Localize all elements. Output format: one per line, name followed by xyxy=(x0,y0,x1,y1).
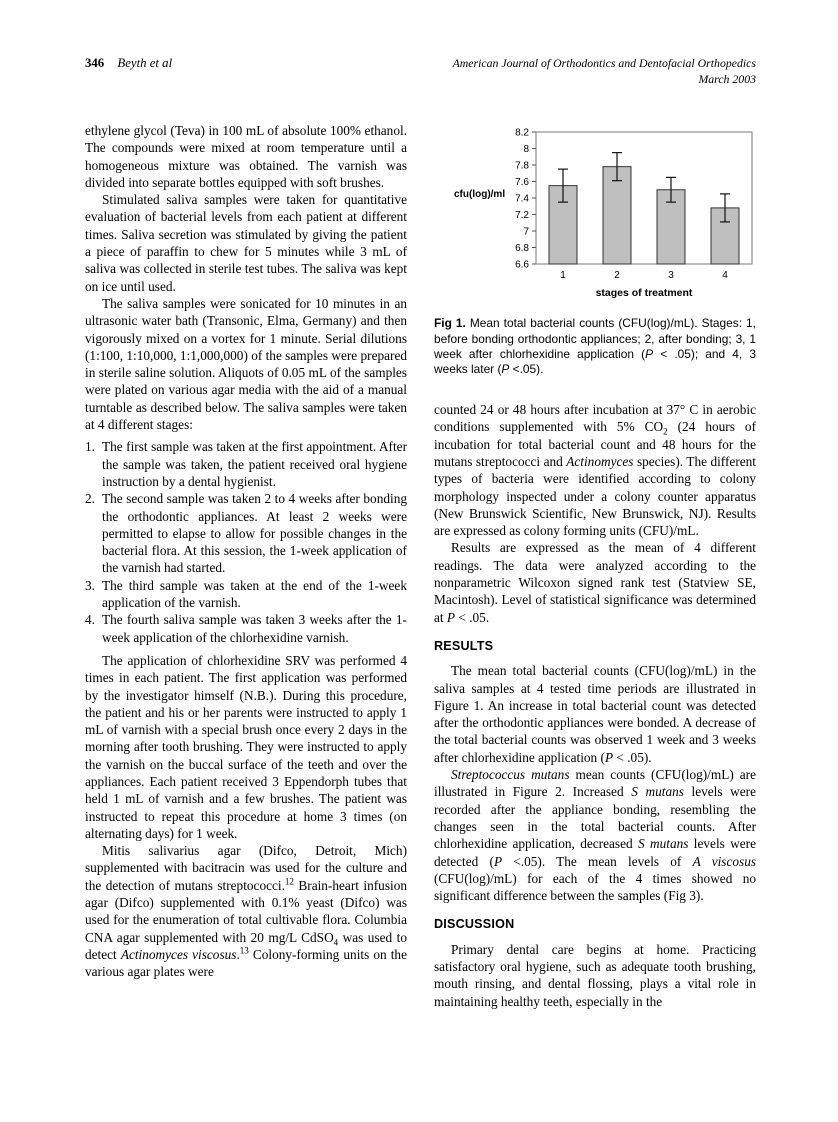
text-segment: Results are expressed as the mean of 4 different readings. The data were analyzed according to the nonparametric Wilcoxon signed rank test (Statview SE, Macintosh). Level of statistical significance was determined at xyxy=(434,540,756,625)
paragraph xyxy=(434,766,756,904)
text-segment: S mutans xyxy=(631,784,684,800)
text-segment: (24 hours of incubation for total bacterial count and 48 hours for the mutans streptococci and xyxy=(434,419,756,469)
text-segment: The saliva samples were sonicated for 10 minutes in an ultrasonic water bath (Transonic, Elma, Germany) and then vigorously mixed on a vortex for 1 minute. Serial dilutions (1:100, 1:10,000, 1:1,000,000) of the samples were prepared in sterile saline solution. Aliquots of 0.05 mL of the samples were plated on various agar media with the aid of a manual turntable as described below. The saliva samples were taken at 4 different stages: xyxy=(85,295,408,433)
figure-1 xyxy=(434,122,756,377)
svg-text:cfu(log)/ml: cfu(log)/ml xyxy=(454,188,506,200)
list-item xyxy=(85,490,407,576)
text-segment: P xyxy=(645,346,654,361)
text-segment: The mean total bacterial counts (CFU(log)/mL) in the saliva samples at 4 tested time periods are illustrated in Figure 1. An increase in total bacterial count was detected after the orthodontic appliances were bonded. A decrease of the total bacterial counts was observed 1 week and 3 weeks after chlorhexidine application ( xyxy=(434,663,756,765)
text-segment: P xyxy=(501,361,510,376)
numbered-list xyxy=(85,438,407,646)
paragraph xyxy=(85,295,407,433)
text-segment: < .05); and 4, 3 weeks later ( xyxy=(434,346,756,376)
list-item xyxy=(85,577,407,612)
svg-text:6.8: 6.8 xyxy=(515,243,529,254)
section-heading: DISCUSSION xyxy=(434,917,515,932)
paragraph xyxy=(85,652,407,842)
text-segment: Colony-forming units on the various agar plates were xyxy=(85,946,407,980)
text-segment: The first sample was taken at the first appointment. After the sample was taken, the patient received oral hygiene instruction by a dental hygienist. xyxy=(102,439,407,489)
text-segment: levels were detected ( xyxy=(434,836,757,869)
issue-date: March 2003 xyxy=(698,71,756,86)
svg-text:stages of treatment: stages of treatment xyxy=(595,287,693,299)
text-segment: <.05). xyxy=(509,361,544,376)
running-head-left xyxy=(85,56,172,71)
svg-text:7.8: 7.8 xyxy=(515,160,529,172)
svg-text:7: 7 xyxy=(523,226,529,238)
paragraph xyxy=(85,122,407,191)
text-segment: . xyxy=(236,946,240,962)
text-segment: <.05). The mean levels of xyxy=(502,853,693,869)
svg-text:8.2: 8.2 xyxy=(515,127,529,139)
text-segment: 4 xyxy=(333,937,339,948)
text-segment: Fig 1. xyxy=(434,316,466,331)
svg-text:7.2: 7.2 xyxy=(515,210,529,221)
text-segment: 2 xyxy=(663,427,668,438)
svg-text:7.4: 7.4 xyxy=(515,193,529,205)
paragraph xyxy=(434,662,756,766)
paragraph xyxy=(434,539,756,625)
svg-text:3: 3 xyxy=(668,270,674,281)
text-segment: Actinomyces viscosus xyxy=(120,946,237,962)
text-segment: P xyxy=(604,749,614,765)
text-segment: Mitis salivarius agar (Difco, Detroit, Mich) supplemented with bacitracin was used for the culture and the detection of mutans streptococci. xyxy=(85,843,407,893)
text-segment: A viscosus xyxy=(692,853,757,869)
paragraph xyxy=(434,941,756,1010)
text-segment: 12 xyxy=(284,876,294,887)
list-item xyxy=(85,438,407,490)
paragraph xyxy=(85,191,407,295)
paragraph xyxy=(85,842,407,980)
text-segment: The second sample was taken 2 to 4 weeks after bonding the orthodontic appliances. At least 2 weeks were permitted to elapse to allow for possible changes in the bacterial flora. At this session, the 1-week application of the varnish had started. xyxy=(102,491,407,576)
running-authors: Beyth et al xyxy=(117,56,173,70)
page-header xyxy=(85,56,756,88)
list-number: 3. xyxy=(85,577,95,593)
text-segment: Brain-heart infusion agar (Difco) supplemented with 0.1% yeast (Difco) was used for the enumeration of total cultivable flora. Columbia CNA agar supplemented with 20 mg/L CdSO xyxy=(85,877,407,945)
list-number: 4. xyxy=(85,612,95,628)
list-item xyxy=(85,611,407,646)
right-column-text xyxy=(434,401,756,1010)
bar-chart xyxy=(454,122,756,306)
text-segment: 13 xyxy=(239,945,249,956)
text-segment: Primary dental care begins at home. Practicing satisfactory oral hygiene, such as adequate tooth brushing, mouth rinsing, and dental flossing, plays a vital role in maintaining healthy teeth, especially in the xyxy=(434,941,756,1009)
text-segment: S mutans xyxy=(638,836,689,852)
running-head-right xyxy=(453,56,756,88)
figure-caption xyxy=(434,316,756,377)
text-segment: The fourth saliva sample was taken 3 weeks after the 1-week application of the chlorhexidine varnish. xyxy=(102,612,407,645)
text-segment: (CFU(log)/mL) for each of the 4 times showed no significant difference between the samples (Fig 3). xyxy=(434,870,756,904)
list-number: 1. xyxy=(85,439,95,455)
text-segment: species). The different types of bacteria were identified according to colony morphology inspected under a colony counter apparatus (New Brunswick Scientific, New Brunswick, NJ). Results are expressed as colony forming units (CFU)/mL. xyxy=(434,454,756,539)
svg-text:2: 2 xyxy=(614,270,620,281)
section-heading: RESULTS xyxy=(434,638,494,653)
text-segment: < .05). xyxy=(613,749,652,765)
svg-text:8: 8 xyxy=(523,144,529,155)
journal-name: American Journal of Orthodontics and Dentofacial Orthopedics xyxy=(452,56,756,70)
text-segment: ethylene glycol (Teva) in 100 mL of absolute 100% ethanol. The compounds were mixed at room temperature until a homogeneous mixture was obtained. The varnish was divided into separate bottles equipped with soft brushes. xyxy=(85,123,407,190)
text-segment: Mean total bacterial counts (CFU(log)/mL). Stages: 1, before bonding orthodontic appliances; 2, after bonding; 3, 1 week after chlorhexidine application ( xyxy=(434,316,756,361)
right-column xyxy=(434,122,756,1010)
text-segment: Stimulated saliva samples were taken for quantitative evaluation of bacterial levels from each patient at different times. Saliva secretion was stimulated by giving the patient a piece of paraffin to chew for 5 minutes while 3 mL of saliva was collected in sterile test tubes. The saliva was kept on ice until used. xyxy=(85,192,407,294)
text-segment: P xyxy=(446,609,456,625)
left-column xyxy=(85,122,407,981)
paragraph xyxy=(434,401,756,539)
text-segment: counted 24 or 48 hours after incubation at 37° C in aerobic conditions supplemented with 5% CO xyxy=(434,402,756,435)
text-segment: The application of chlorhexidine SRV was performed 4 times in each patient. The first application was performed by the investigator himself (N.B.). During this procedure, the patient and his or her parents were instructed to apply 1 mL of varnish with a special brush once every 2 days in the morning after tooth brushing. They were instructed to apply the varnish on the buccal surface of the teeth and over the appliances. Each patient received 3 Eppendorph tubes that held 1 mL of varnish and a few brushes. The patient was instructed to repeat this procedure at home 3 times (on alternating days) for 1 week. xyxy=(85,652,407,841)
text-segment: mean counts (CFU(log)/mL) are illustrated in Figure 2. Increased xyxy=(434,767,756,800)
svg-text:4: 4 xyxy=(722,270,728,281)
page-number: 346 xyxy=(85,56,105,70)
list-number: 2. xyxy=(85,491,95,507)
text-segment: Streptococcus mutans xyxy=(451,767,570,783)
figure-chart-svg xyxy=(454,122,754,302)
svg-text:7.6: 7.6 xyxy=(515,177,529,188)
text-segment: levels were recorded after the appliance bonding, resembling the changes seen in the total bacterial counts. After chlorhexidine application, decreased xyxy=(434,784,757,852)
text-segment: < .05. xyxy=(455,609,490,625)
svg-text:1: 1 xyxy=(560,270,566,281)
text-segment: Actinomyces xyxy=(566,454,634,469)
svg-text:6.6: 6.6 xyxy=(515,259,529,271)
text-segment: The third sample was taken at the end of the 1-week application of the varnish. xyxy=(102,577,407,611)
text-segment: P xyxy=(493,853,503,869)
text-segment: was used to detect xyxy=(85,929,407,962)
